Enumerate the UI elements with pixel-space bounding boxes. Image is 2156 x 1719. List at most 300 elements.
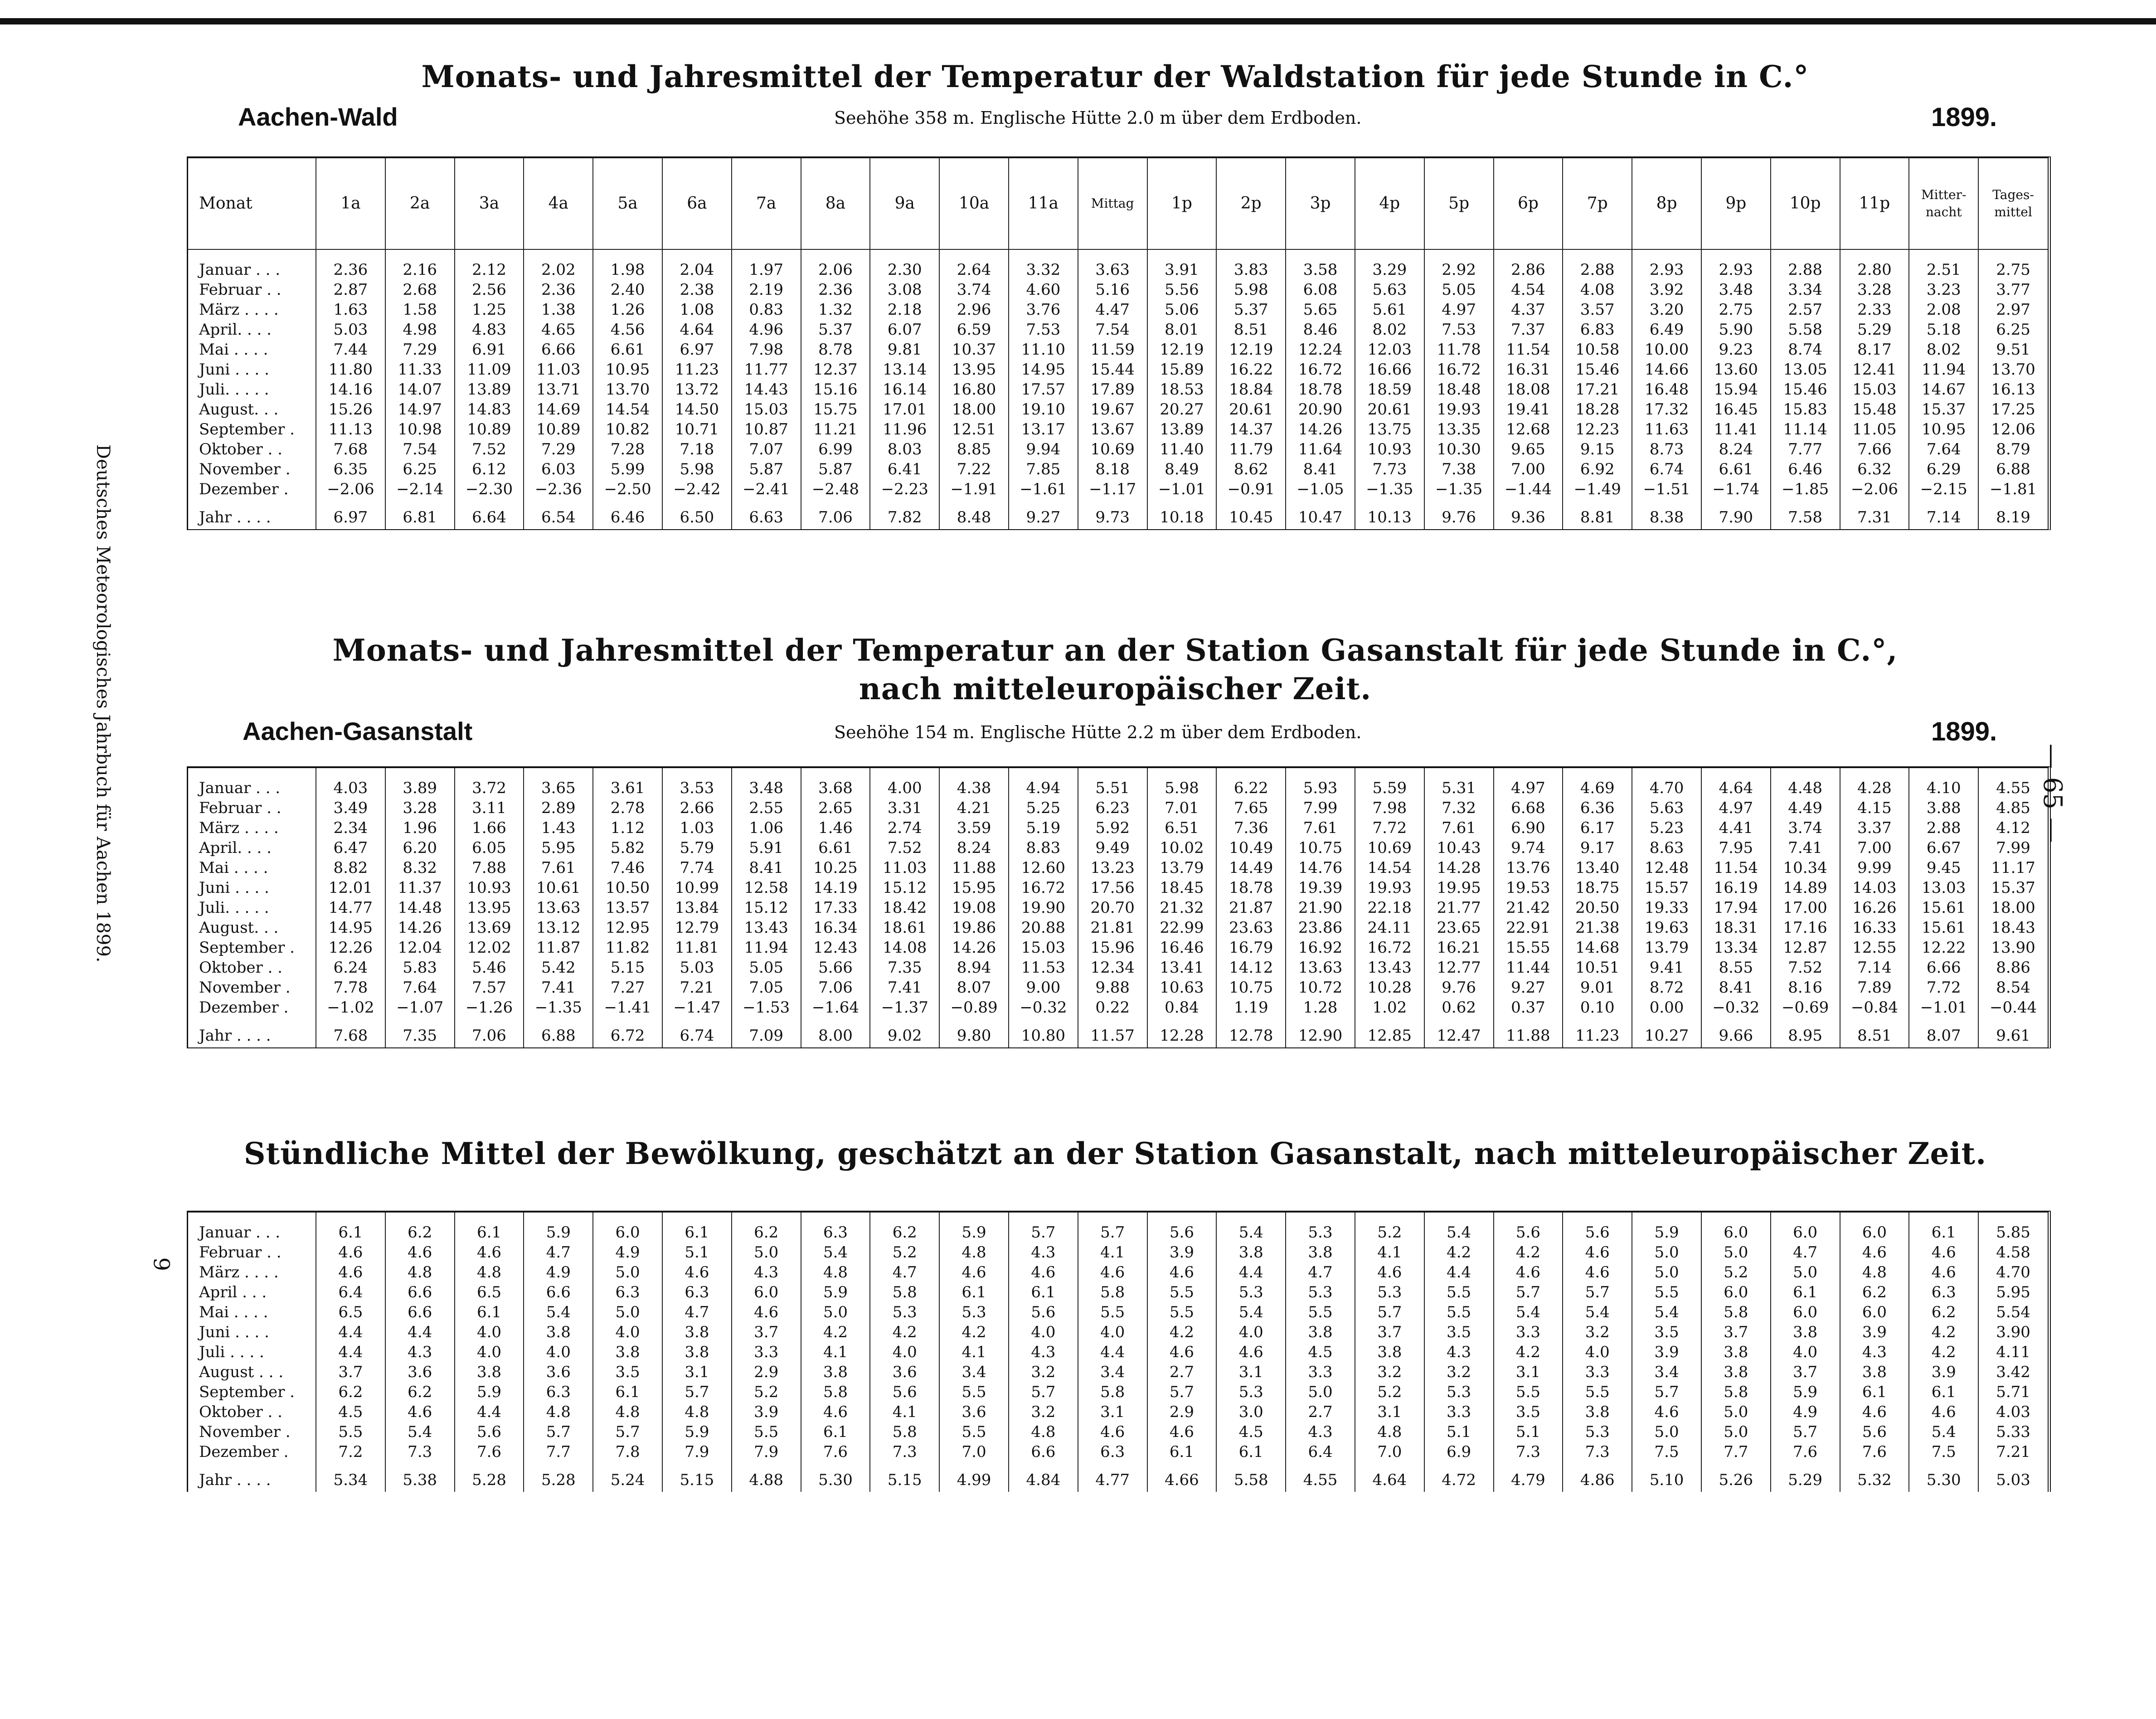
table-row <box>188 898 2048 918</box>
cell-value: 6.50 <box>662 499 732 529</box>
table2-box <box>187 766 2051 1048</box>
cell-value: 6.81 <box>385 499 455 529</box>
cell-value: 18.78 <box>1216 878 1286 898</box>
header-hour: 7p <box>1563 158 1632 249</box>
cell-value: 2.96 <box>939 300 1009 320</box>
cell-value: 10.43 <box>1424 838 1494 858</box>
cell-value: 1.28 <box>1286 998 1355 1018</box>
cell-value: 16.34 <box>801 918 870 938</box>
cell-value: −0.91 <box>1216 479 1286 499</box>
cell-value: 4.4 <box>1216 1262 1286 1282</box>
cell-value: 6.1 <box>801 1422 870 1442</box>
cell-value: 12.26 <box>316 938 385 958</box>
cell-value: 11.37 <box>385 878 455 898</box>
cell-value: 5.66 <box>801 958 870 978</box>
cell-value: 4.1 <box>801 1342 870 1362</box>
cell-value: 2.33 <box>1840 300 1909 320</box>
cell-value: 19.63 <box>1632 918 1701 938</box>
section2-height: Seehöhe 154 m. Englische Hütte 2.2 m über dem Erdboden. <box>834 722 1362 742</box>
cell-value: −2.23 <box>870 479 939 499</box>
cell-value: 2.7 <box>1286 1402 1355 1422</box>
cell-value: 18.78 <box>1286 380 1355 399</box>
cell-value: 11.21 <box>801 419 870 439</box>
cell-value: 5.28 <box>524 1462 593 1492</box>
cell-value: 4.37 <box>1494 300 1563 320</box>
cell-value: 4.8 <box>455 1262 524 1282</box>
cell-value: 4.83 <box>455 320 524 340</box>
cell-value: 5.5 <box>939 1422 1009 1442</box>
cell-value: 8.24 <box>1701 439 1771 459</box>
cell-value: 7.41 <box>524 978 593 998</box>
cell-value: 7.14 <box>1840 958 1909 978</box>
cell-value: 6.1 <box>316 1222 385 1242</box>
row-month: Juni . . . . <box>199 360 269 379</box>
cell-value: −1.81 <box>1978 479 2048 499</box>
table-row <box>188 360 2048 380</box>
cell-value: 3.8 <box>524 1322 593 1342</box>
cell-value: 13.67 <box>1078 419 1147 439</box>
cell-value: 6.36 <box>1563 798 1632 818</box>
cell-value: 14.77 <box>316 898 385 918</box>
cell-value: 6.90 <box>1494 818 1563 838</box>
cell-value: 4.9 <box>524 1262 593 1282</box>
cell-value: 5.10 <box>1632 1462 1701 1492</box>
cell-value: 7.90 <box>1701 499 1771 529</box>
cell-value: 6.23 <box>1078 798 1147 818</box>
cell-value: 7.21 <box>1978 1442 2048 1462</box>
cell-value: 5.3 <box>1286 1222 1355 1242</box>
cell-value: 14.68 <box>1563 938 1632 958</box>
cell-value: 5.95 <box>524 838 593 858</box>
cell-value: 3.31 <box>870 798 939 818</box>
cell-value: 18.00 <box>939 399 1009 419</box>
cell-value: 5.0 <box>1701 1422 1771 1442</box>
cell-value: 12.48 <box>1632 858 1701 878</box>
cell-value: 11.33 <box>385 360 455 380</box>
cell-value: 14.03 <box>1840 878 1909 898</box>
cell-value: 17.32 <box>1632 399 1701 419</box>
cell-value: 6.12 <box>455 459 524 479</box>
cell-value: 4.65 <box>524 320 593 340</box>
cell-value: 12.03 <box>1355 340 1424 360</box>
cell-value: 8.07 <box>1909 1018 1978 1047</box>
cell-value: 16.72 <box>1286 360 1355 380</box>
cell-value: 5.98 <box>1216 280 1286 300</box>
row-month: Jahr . . . . <box>199 508 271 526</box>
cell-value: 14.67 <box>1909 380 1978 399</box>
cell-value: 6.63 <box>732 499 801 529</box>
cell-value: 6.1 <box>1840 1382 1909 1402</box>
cell-value: 5.9 <box>1771 1382 1840 1402</box>
cell-value: 7.27 <box>593 978 662 998</box>
cell-value: 5.0 <box>1632 1422 1701 1442</box>
cell-value: 10.49 <box>1216 838 1286 858</box>
cell-value: 5.93 <box>1286 778 1355 798</box>
cell-value: 5.8 <box>801 1382 870 1402</box>
cell-value: 13.69 <box>455 918 524 938</box>
cell-value: 3.3 <box>732 1342 801 1362</box>
cell-value: 5.4 <box>1424 1222 1494 1242</box>
cell-value: 3.7 <box>316 1362 385 1382</box>
cell-value: 11.79 <box>1216 439 1286 459</box>
cell-value: 10.63 <box>1147 978 1217 998</box>
cell-value: 10.95 <box>593 360 662 380</box>
cell-value: 4.64 <box>1701 778 1771 798</box>
cell-value: 4.2 <box>1909 1342 1978 1362</box>
cell-value: 4.8 <box>593 1402 662 1422</box>
cell-value: 5.03 <box>316 320 385 340</box>
cell-value: 4.0 <box>455 1342 524 1362</box>
cell-value: 14.26 <box>1286 419 1355 439</box>
cell-value: 13.60 <box>1701 360 1771 380</box>
cell-value: 11.23 <box>662 360 732 380</box>
cell-value: 6.88 <box>1978 459 2048 479</box>
table1-header <box>188 158 2048 249</box>
cell-value: 19.41 <box>1494 399 1563 419</box>
cell-value: 2.55 <box>732 798 801 818</box>
cell-value: 11.63 <box>1632 419 1701 439</box>
row-month: September . <box>199 939 295 957</box>
cell-value: −1.61 <box>1009 479 1078 499</box>
page-number-left: 9 <box>148 1257 174 1271</box>
cell-value: 4.69 <box>1563 778 1632 798</box>
cell-value: 1.58 <box>385 300 455 320</box>
cell-value: 2.7 <box>1147 1362 1217 1382</box>
header-hour: 2p <box>1216 158 1286 249</box>
cell-value: 4.55 <box>1978 778 2048 798</box>
cell-value: 2.88 <box>1771 260 1840 280</box>
cell-value: 10.71 <box>662 419 732 439</box>
cell-value: 9.65 <box>1494 439 1563 459</box>
cell-value: 18.00 <box>1978 898 2048 918</box>
cell-value: 5.3 <box>1563 1422 1632 1442</box>
cell-value: 11.64 <box>1286 439 1355 459</box>
cell-value: 5.0 <box>801 1302 870 1322</box>
cell-value: 12.68 <box>1494 419 1563 439</box>
cell-value: 5.0 <box>1286 1382 1355 1402</box>
cell-value: 6.74 <box>662 1018 732 1047</box>
cell-value: −1.01 <box>1909 998 1978 1018</box>
cell-value: 13.63 <box>524 898 593 918</box>
cell-value: 3.20 <box>1632 300 1701 320</box>
row-month: Mai . . . . <box>199 341 268 359</box>
cell-value: 7.22 <box>939 459 1009 479</box>
cell-value: 13.12 <box>524 918 593 938</box>
cell-value: 9.76 <box>1424 499 1494 529</box>
cell-value: 15.75 <box>801 399 870 419</box>
cell-value: 3.1 <box>1355 1402 1424 1422</box>
cell-value: 7.54 <box>385 439 455 459</box>
cell-value: 5.05 <box>732 958 801 978</box>
cell-value: −1.53 <box>732 998 801 1018</box>
cell-value: 4.5 <box>316 1402 385 1422</box>
cell-value: 16.33 <box>1840 918 1909 938</box>
cell-value: 5.16 <box>1078 280 1147 300</box>
cell-value: 11.13 <box>316 419 385 439</box>
row-month: November . <box>199 460 291 478</box>
cell-value: 4.84 <box>1009 1462 1078 1492</box>
cell-value: 4.54 <box>1494 280 1563 300</box>
cell-value: 6.51 <box>1147 818 1217 838</box>
cell-value: 18.75 <box>1563 878 1632 898</box>
header-hour: Mitter-nacht <box>1909 158 1978 249</box>
cell-value: 2.68 <box>385 280 455 300</box>
cell-value: 8.55 <box>1701 958 1771 978</box>
cell-value: 9.27 <box>1494 978 1563 998</box>
cell-value: 22.18 <box>1355 898 1424 918</box>
row-month: Januar . . . <box>199 261 281 279</box>
cell-value: 5.29 <box>1771 1462 1840 1492</box>
cell-value: 18.59 <box>1355 380 1424 399</box>
cell-value: 9.45 <box>1909 858 1978 878</box>
cell-value: 6.54 <box>524 499 593 529</box>
cell-value: 5.8 <box>1078 1382 1147 1402</box>
cell-value: −0.69 <box>1771 998 1840 1018</box>
cell-value: 6.4 <box>316 1282 385 1302</box>
cell-value: −1.07 <box>385 998 455 1018</box>
cell-value: 9.80 <box>939 1018 1009 1047</box>
table-row <box>188 798 2048 818</box>
cell-value: 3.61 <box>593 778 662 798</box>
cell-value: 4.6 <box>1909 1242 1978 1262</box>
row-month: Juli. . . . . <box>199 899 269 917</box>
cell-value: 3.3 <box>1563 1362 1632 1382</box>
cell-value: 10.45 <box>1216 499 1286 529</box>
cell-value: 9.00 <box>1009 978 1078 998</box>
cell-value: 12.51 <box>939 419 1009 439</box>
cell-value: 6.3 <box>1909 1282 1978 1302</box>
cell-value: 9.81 <box>870 340 939 360</box>
cell-value: 20.27 <box>1147 399 1217 419</box>
cell-value: 6.6 <box>385 1302 455 1322</box>
cell-value: 3.9 <box>1909 1362 1978 1382</box>
section2-station: Aachen-Gasanstalt <box>243 717 473 745</box>
cell-value: 7.8 <box>593 1442 662 1462</box>
cell-value: 16.13 <box>1978 380 2048 399</box>
cell-value: 4.88 <box>732 1462 801 1492</box>
cell-value: 9.94 <box>1009 439 1078 459</box>
cell-value: 6.08 <box>1286 280 1355 300</box>
row-month: Juli. . . . . <box>199 380 269 399</box>
cell-value: 7.89 <box>1840 978 1909 998</box>
cell-value: 16.21 <box>1424 938 1494 958</box>
cell-value: 16.45 <box>1701 399 1771 419</box>
cell-value: 5.7 <box>1771 1422 1840 1442</box>
cell-value: 4.8 <box>1840 1262 1909 1282</box>
header-hour: 2a <box>385 158 455 249</box>
cell-value: 16.19 <box>1701 878 1771 898</box>
cell-value: 14.76 <box>1286 858 1355 878</box>
cell-value: 7.9 <box>662 1442 732 1462</box>
row-month: Juni . . . . <box>199 879 269 897</box>
header-hour: 5a <box>593 158 662 249</box>
row-month: Februar . . <box>199 281 282 299</box>
cell-value: 1.66 <box>455 818 524 838</box>
cell-value: 8.82 <box>316 858 385 878</box>
cell-value: 14.54 <box>1355 858 1424 878</box>
cell-value: 13.41 <box>1147 958 1217 978</box>
cell-value: 6.2 <box>1909 1302 1978 1322</box>
cell-value: 21.81 <box>1078 918 1147 938</box>
cell-value: 5.63 <box>1355 280 1424 300</box>
cell-value: 10.99 <box>662 878 732 898</box>
cell-value: 14.83 <box>455 399 524 419</box>
cell-value: 3.8 <box>1701 1362 1771 1382</box>
cell-value: 5.7 <box>1494 1282 1563 1302</box>
cell-value: 2.80 <box>1840 260 1909 280</box>
cell-value: 5.5 <box>1286 1302 1355 1322</box>
cell-value: 7.14 <box>1909 499 1978 529</box>
cell-value: 1.96 <box>385 818 455 838</box>
cell-value: 3.8 <box>593 1342 662 1362</box>
cell-value: 19.33 <box>1632 898 1701 918</box>
cell-value: 7.7 <box>524 1442 593 1462</box>
cell-value: 8.02 <box>1909 340 1978 360</box>
cell-value: 5.0 <box>1701 1242 1771 1262</box>
table-row <box>188 878 2048 898</box>
cell-value: 14.28 <box>1424 858 1494 878</box>
cell-value: 2.57 <box>1771 300 1840 320</box>
cell-value: 6.61 <box>801 838 870 858</box>
cell-value: 10.27 <box>1632 1018 1701 1047</box>
cell-value: 5.19 <box>1009 818 1078 838</box>
cell-value: 8.62 <box>1216 459 1286 479</box>
cell-value: 8.18 <box>1078 459 1147 479</box>
cell-value: 5.56 <box>1147 280 1217 300</box>
cell-value: 13.95 <box>455 898 524 918</box>
cell-value: 5.30 <box>1909 1462 1978 1492</box>
cell-value: 7.37 <box>1494 320 1563 340</box>
cell-value: 4.4 <box>455 1402 524 1422</box>
cell-value: 16.48 <box>1632 380 1701 399</box>
cell-value: 6.46 <box>593 499 662 529</box>
cell-value: 21.32 <box>1147 898 1217 918</box>
cell-value: 4.11 <box>1978 1342 2048 1362</box>
cell-value: 6.0 <box>1771 1222 1840 1242</box>
cell-value: −1.01 <box>1147 479 1217 499</box>
cell-value: 6.1 <box>1147 1442 1217 1462</box>
cell-value: 7.06 <box>801 499 870 529</box>
cell-value: 18.08 <box>1494 380 1563 399</box>
cell-value: 3.89 <box>385 778 455 798</box>
table-row <box>188 1262 2048 1282</box>
table-row <box>188 479 2048 499</box>
cell-value: 14.19 <box>801 878 870 898</box>
cell-value: 5.4 <box>1909 1422 1978 1442</box>
cell-value: 8.51 <box>1840 1018 1909 1047</box>
cell-value: 17.56 <box>1078 878 1147 898</box>
cell-value: 5.4 <box>1216 1222 1286 1242</box>
cell-value: 5.4 <box>1216 1302 1286 1322</box>
cell-value: 7.7 <box>1701 1442 1771 1462</box>
cell-value: 2.18 <box>870 300 939 320</box>
cell-value: 4.99 <box>939 1462 1009 1492</box>
cell-value: 15.83 <box>1771 399 1840 419</box>
cell-value: 4.6 <box>662 1262 732 1282</box>
cell-value: 7.77 <box>1771 439 1840 459</box>
cell-value: 19.86 <box>939 918 1009 938</box>
cell-value: 11.10 <box>1009 340 1078 360</box>
cell-value: 7.06 <box>455 1018 524 1047</box>
cell-value: 3.2 <box>1563 1322 1632 1342</box>
cell-value: 6.20 <box>385 838 455 858</box>
cell-value: 10.51 <box>1563 958 1632 978</box>
cell-value: 17.89 <box>1078 380 1147 399</box>
cell-value: 5.8 <box>1701 1382 1771 1402</box>
cell-value: 4.6 <box>1216 1342 1286 1362</box>
cell-value: 22.91 <box>1494 918 1563 938</box>
cell-value: 11.88 <box>1494 1018 1563 1047</box>
cell-value: 3.68 <box>801 778 870 798</box>
cell-value: 7.01 <box>1147 798 1217 818</box>
cell-value: 8.17 <box>1840 340 1909 360</box>
cell-value: 7.0 <box>939 1442 1009 1462</box>
cell-value: 3.7 <box>1355 1322 1424 1342</box>
cell-value: 6.92 <box>1563 459 1632 479</box>
cell-value: 2.9 <box>1147 1402 1217 1422</box>
cell-value: 3.08 <box>870 280 939 300</box>
cell-value: 11.94 <box>732 938 801 958</box>
cell-value: 7.98 <box>732 340 801 360</box>
cell-value: 3.29 <box>1355 260 1424 280</box>
cell-value: 7.52 <box>1771 958 1840 978</box>
table-spacer <box>188 768 2048 778</box>
cell-value: 5.0 <box>732 1242 801 1262</box>
cell-value: 3.63 <box>1078 260 1147 280</box>
cell-value: 4.64 <box>1355 1462 1424 1492</box>
cell-value: 5.24 <box>593 1462 662 1492</box>
cell-value: 7.36 <box>1216 818 1286 838</box>
row-month: Jahr . . . . <box>199 1027 271 1045</box>
cell-value: 5.9 <box>939 1222 1009 1242</box>
cell-value: 6.1 <box>1771 1282 1840 1302</box>
cell-value: 6.0 <box>1771 1302 1840 1322</box>
cell-value: 5.6 <box>1494 1222 1563 1242</box>
cell-value: 7.6 <box>455 1442 524 1462</box>
cell-value: 6.17 <box>1563 818 1632 838</box>
cell-value: 9.27 <box>1009 499 1078 529</box>
table-row <box>188 399 2048 419</box>
cell-value: 4.6 <box>1009 1262 1078 1282</box>
cell-value: 7.3 <box>1563 1442 1632 1462</box>
cell-value: 4.86 <box>1563 1462 1632 1492</box>
cell-value: 8.81 <box>1563 499 1632 529</box>
cell-value: 3.11 <box>455 798 524 818</box>
cell-value: 4.6 <box>1147 1262 1217 1282</box>
cell-value: 11.80 <box>316 360 385 380</box>
cell-value: −1.41 <box>593 998 662 1018</box>
cell-value: 4.6 <box>455 1242 524 1262</box>
cell-value: 2.74 <box>870 818 939 838</box>
cell-value: 7.66 <box>1840 439 1909 459</box>
cell-value: 3.9 <box>1840 1322 1909 1342</box>
cell-value: 20.88 <box>1009 918 1078 938</box>
cell-value: 4.6 <box>1840 1402 1909 1422</box>
cell-value: 5.9 <box>1632 1222 1701 1242</box>
cell-value: 16.66 <box>1355 360 1424 380</box>
cell-value: −0.32 <box>1009 998 1078 1018</box>
cell-value: 3.28 <box>1840 280 1909 300</box>
cell-value: 14.08 <box>870 938 939 958</box>
cell-value: 12.58 <box>732 878 801 898</box>
cell-value: 15.48 <box>1840 399 1909 419</box>
cell-value: 8.86 <box>1978 958 2048 978</box>
cell-value: 8.51 <box>1216 320 1286 340</box>
cell-value: 4.6 <box>1494 1262 1563 1282</box>
cell-value: 6.3 <box>1078 1442 1147 1462</box>
cell-value: 5.23 <box>1632 818 1701 838</box>
cell-value: 5.59 <box>1355 778 1424 798</box>
